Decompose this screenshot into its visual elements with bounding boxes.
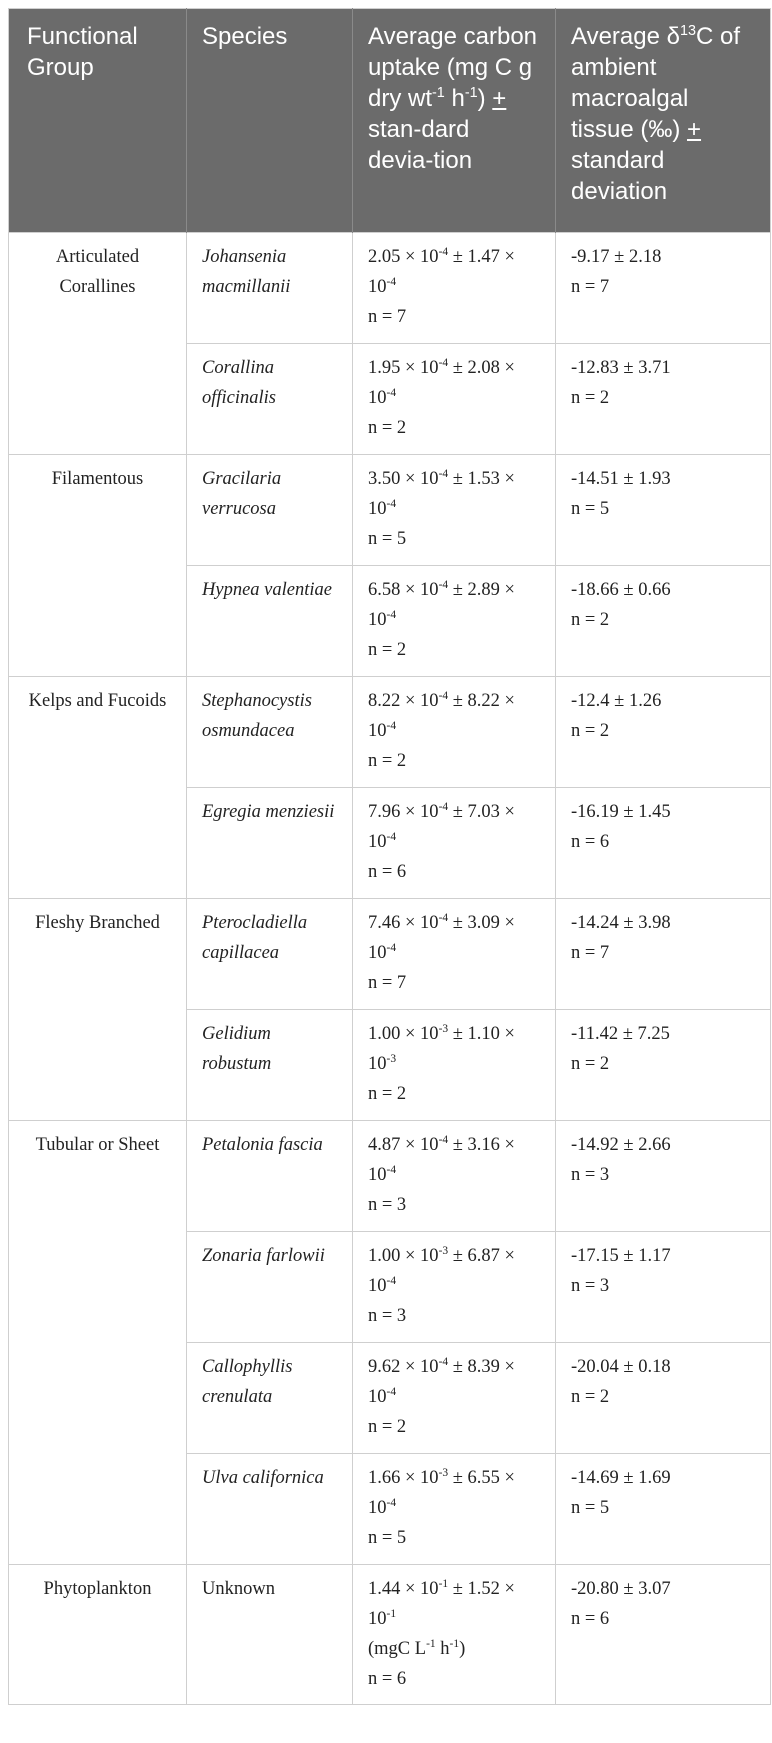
delta-cell: -11.42 ± 7.25 n = 2 [556, 1010, 771, 1121]
uptake-cell: $1.95 \times 10^{-4} \pm 2.08 \times 10^{-4}$ n = 2 [353, 344, 556, 455]
group-kelps-and-fucoids: Kelps and Fucoids [9, 677, 187, 899]
uptake-cell: $3.50 \times 10^{-4} \pm 1.53 \times 10^{-4}$ n = 5 [353, 455, 556, 566]
table-row [9, 455, 771, 566]
group-tubular-or-sheet: Tubular or Sheet [9, 1121, 187, 1565]
uptake-cell: $1.00 \times 10^{-3} \pm 1.10 \times 10^{-3}$ n = 2 [353, 1010, 556, 1121]
species-cell: Hypnea valentiae [187, 566, 353, 677]
delta-cell: -9.17 ± 2.18 n = 7 [556, 233, 771, 344]
carbon-uptake-table [8, 8, 771, 1705]
group-articulated-corallines: Articulated Corallines [9, 233, 187, 455]
uptake-cell: $6.58 \times 10^{-4} \pm 2.89 \times 10^{-4}$ n = 2 [353, 566, 556, 677]
uptake-cell: $8.22 \times 10^{-4} \pm 8.22 \times 10^{-4}$ n = 2 [353, 677, 556, 788]
uptake-cell: $7.96 \times 10^{-4} \pm 7.03 \times 10^{-4}$ n = 6 [353, 788, 556, 899]
delta-cell: -12.83 ± 3.71 n = 2 [556, 344, 771, 455]
group-filamentous: Filamentous [9, 455, 187, 677]
delta-cell: -14.24 ± 3.98 n = 7 [556, 899, 771, 1010]
delta-cell: -12.4 ± 1.26 n = 2 [556, 677, 771, 788]
species-cell: Ulva californica [187, 1454, 353, 1565]
species-cell: Petalonia fascia [187, 1121, 353, 1232]
species-cell: Callophyllis crenulata [187, 1343, 353, 1454]
group-fleshy-branched: Fleshy Branched [9, 899, 187, 1121]
uptake-cell: $2.05 \times 10^{-4} \pm 1.47 \times 10^{-4}$ n = 7 [353, 233, 556, 344]
species-cell: Egregia menziesii [187, 788, 353, 899]
table-row [9, 677, 771, 788]
data-table-container [8, 8, 770, 1705]
species-cell: Gracilaria verrucosa [187, 455, 353, 566]
header-functional-group: Functional Group [9, 9, 187, 233]
species-cell: Zonaria farlowii [187, 1232, 353, 1343]
delta-cell: -17.15 ± 1.17 n = 3 [556, 1232, 771, 1343]
uptake-cell: $1.44 \times 10^{-1} \pm 1.52 \times 10^{-1}$ (mgC $L^{-1}$ $h^{-1}$) n = 6 [353, 1565, 556, 1705]
uptake-cell: $7.46 \times 10^{-4} \pm 3.09 \times 10^{-4}$ n = 7 [353, 899, 556, 1010]
uptake-cell: $9.62 \times 10^{-4} \pm 8.39 \times 10^{-4}$ n = 2 [353, 1343, 556, 1454]
uptake-cell: $4.87 \times 10^{-4} \pm 3.16 \times 10^{-4}$ n = 3 [353, 1121, 556, 1232]
delta-cell: -14.51 ± 1.93 n = 5 [556, 455, 771, 566]
table-row [9, 233, 771, 344]
uptake-unit: (mgC $L^{-1}$ $h^{-1}$) [368, 1637, 466, 1659]
delta-cell: -14.69 ± 1.69 n = 5 [556, 1454, 771, 1565]
species-cell: Gelidium robustum [187, 1010, 353, 1121]
header-row [9, 9, 771, 233]
table-row [9, 1565, 771, 1705]
group-phytoplankton: Phytoplankton [9, 1565, 187, 1705]
species-cell: Stephanocystis osmundacea [187, 677, 353, 788]
header-delta13c: Average $\delta^{13}C$ of ambient macroalgal tissue (‰) + standard deviation [556, 9, 771, 233]
table-row [9, 1121, 771, 1232]
delta-cell: -18.66 ± 0.66 n = 2 [556, 566, 771, 677]
species-cell: Pterocladiella capillacea [187, 899, 353, 1010]
uptake-cell: $1.00 \times 10^{-3} \pm 6.87 \times 10^{-4}$ n = 3 [353, 1232, 556, 1343]
delta-cell: -16.19 ± 1.45 n = 6 [556, 788, 771, 899]
header-carbon-uptake: Average carbon uptake (mg C g dry $wt^{-1}$ $h^{-1}$) + stan-dard devia-tion [353, 9, 556, 233]
species-cell: Johansenia macmillanii [187, 233, 353, 344]
uptake-cell: $1.66 \times 10^{-3} \pm 6.55 \times 10^{-4}$ n = 5 [353, 1454, 556, 1565]
delta-cell: -20.04 ± 0.18 n = 2 [556, 1343, 771, 1454]
header-species: Species [187, 9, 353, 233]
species-cell: Corallina officinalis [187, 344, 353, 455]
table-row [9, 899, 771, 1010]
delta-cell: -14.92 ± 2.66 n = 3 [556, 1121, 771, 1232]
delta-cell: -20.80 ± 3.07 n = 6 [556, 1565, 771, 1705]
species-cell: Unknown [187, 1565, 353, 1705]
